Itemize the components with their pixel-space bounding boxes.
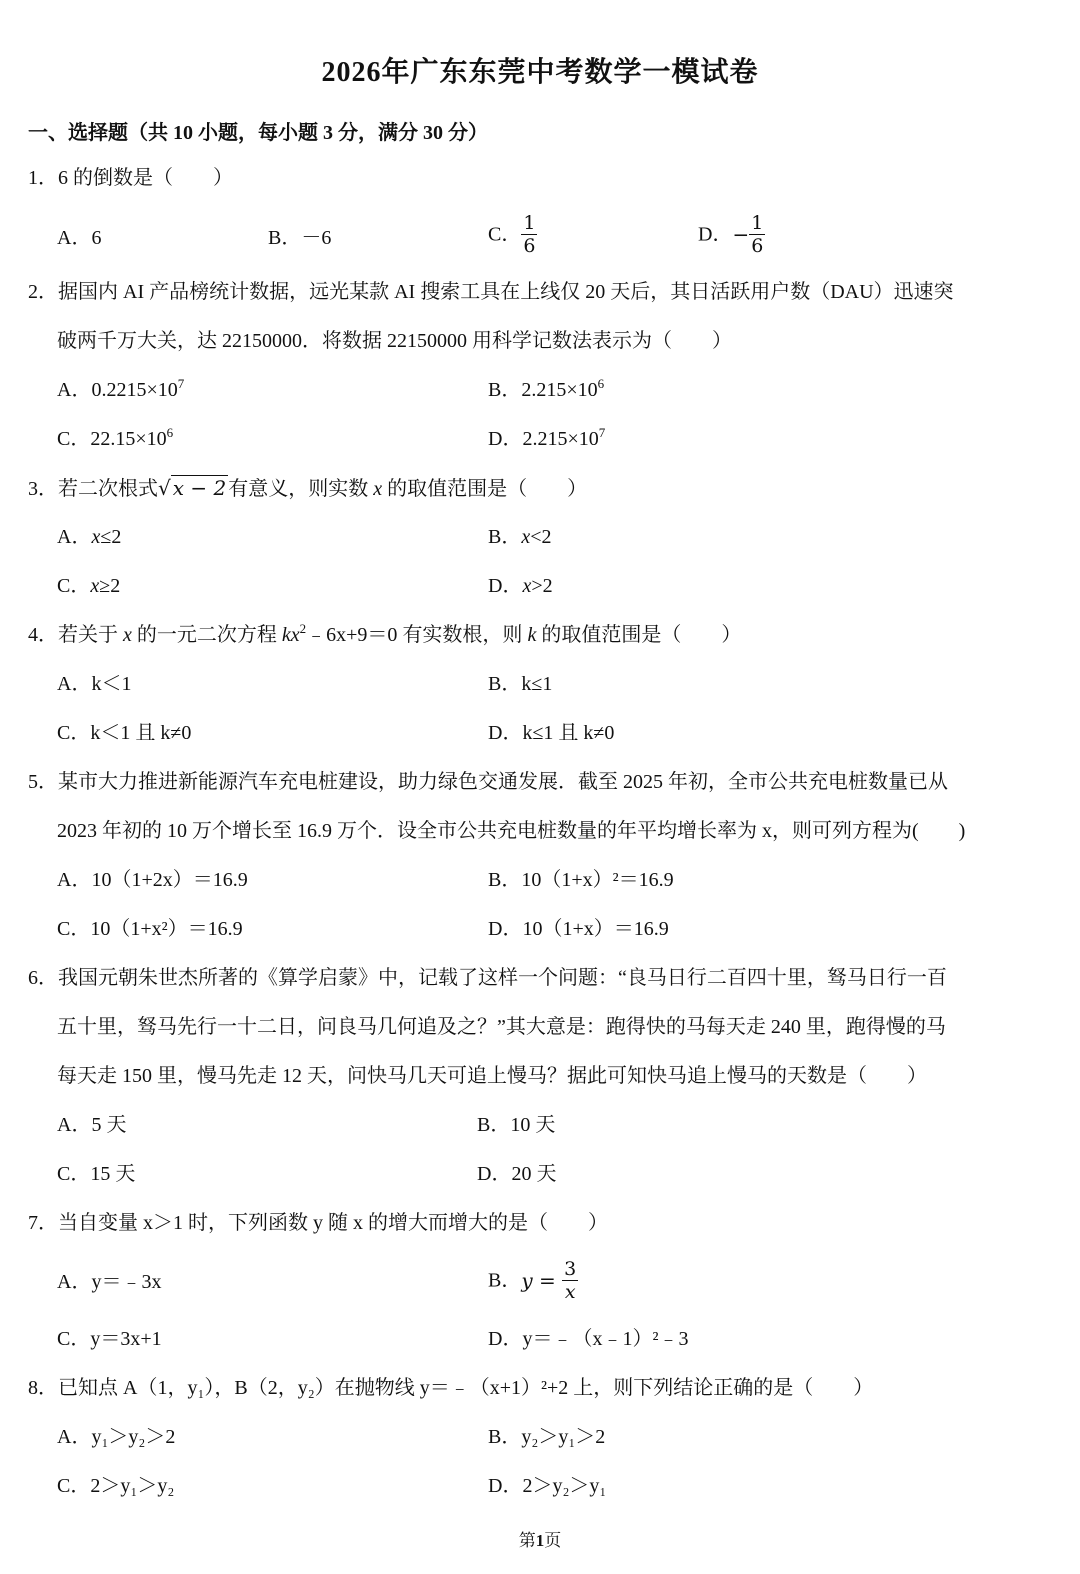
fraction: $\frac{3}{x}$ <box>564 1258 577 1303</box>
q2-option-b: B．$2.215\times 10^6$ <box>488 376 605 401</box>
q7-option-a: A．y＝﹣3x <box>57 1271 162 1293</box>
q3-option-a: A．x≤2 <box>57 526 122 548</box>
q6-option-b: B．10 天 <box>477 1114 556 1136</box>
q5-option-b: B．10（1+x）²＝16.9 <box>488 869 674 891</box>
q4-option-b: B．k≤1 <box>488 673 553 695</box>
section-heading: 一、选择题（共 10 小题，每小题 3 分，满分 30 分） <box>28 122 488 144</box>
q7-option-c: C．y＝3x+1 <box>57 1328 162 1350</box>
q8-option-b: B．y₂＞y₁＞2 <box>488 1426 606 1448</box>
q5-option-c: C．10（1+x²）＝16.9 <box>57 918 243 940</box>
question-6-stem-line1: 6．我国元朝朱世杰所著的《算学启蒙》中，记载了这样一个问题：“良马日行二百四十里，驽马日行一百 <box>28 967 947 989</box>
q1-option-d: D．− $\frac{1}{6}$ <box>698 212 764 257</box>
question-4-stem: 4．若关于 x 的一元二次方程 $kx^2﹣6x+9=0$ 有实数根，则 k 的取值范围是（ ） <box>28 621 742 646</box>
q8-option-a: A．y₁＞y₂＞2 <box>57 1426 176 1448</box>
q3-option-c: C．x≥2 <box>57 575 121 597</box>
q1-option-a: A．6 <box>57 227 102 249</box>
question-2-stem-line1: 2．据国内 AI 产品榜统计数据，远光某款 AI 搜索工具在上线仅 20 天后，其日活跃用户数（DAU）迅速突 <box>28 281 954 303</box>
q6-option-c: C．15 天 <box>57 1163 136 1185</box>
q7-option-b: B．y = $\frac{3}{x}$ <box>488 1258 577 1303</box>
question-6-stem-line3: 每天走 150 里，慢马先走 12 天，问快马几天可追上慢马？据此可知快马追上慢马的天数是（ ） <box>57 1065 927 1087</box>
q8-option-c: C．2＞y₁＞y₂ <box>57 1475 175 1497</box>
q2-option-a: A．$0.2215\times 10^7$ <box>57 376 185 401</box>
question-5-stem-line2: 2023 年初的 10 万个增长至 16.9 万个．设全市公共充电桩数量的年平均增长率为 x，则可列方程为( ) <box>57 820 966 842</box>
fraction: $\frac{1}{6}$ <box>523 212 536 257</box>
q3-option-d: D．x>2 <box>488 575 553 597</box>
q1-option-c: C． $\frac{1}{6}$ <box>488 212 536 257</box>
q4-option-c: C．k＜1 且 k≠0 <box>57 722 192 744</box>
question-7-stem: 7．当自变量 x＞1 时，下列函数 y 随 x 的增大而增大的是（ ） <box>28 1212 608 1234</box>
question-6-stem-line2: 五十里，驽马先行一十二日，问良马几何追及之？”其大意是：跑得快的马每天走 240 里，跑得慢的马 <box>57 1016 946 1038</box>
question-8-stem: 8．已知点 A（1，y₁），B（2，y₂）在抛物线 y＝﹣（x+1）²+2 上，则下列结论正确的是（ ） <box>28 1377 874 1399</box>
fraction: $\frac{1}{6}$ <box>751 212 764 257</box>
page-number: 1 <box>535 1531 545 1550</box>
page-footer: 第1页 <box>518 1531 562 1550</box>
q4-option-d: D．k≤1 且 k≠0 <box>488 722 615 744</box>
exam-title: 2026年广东东莞中考数学一模试卷 <box>321 57 759 88</box>
q1-option-b: B．－6 <box>268 227 332 249</box>
q5-option-d: D．10（1+x）＝16.9 <box>488 918 669 940</box>
question-3-stem: 3．若二次根式√ x − 2 有意义，则实数 x 的取值范围是（ ） <box>28 476 588 500</box>
q4-option-a: A．k＜1 <box>57 673 132 695</box>
q3-option-b: B．x<2 <box>488 526 552 548</box>
q8-option-d: D．2＞y₂＞y₁ <box>488 1475 607 1497</box>
q2-option-c: C．$22.15\times 10^6$ <box>57 425 174 450</box>
question-1-stem: 1．6 的倒数是（ ） <box>28 167 233 189</box>
question-5-stem-line1: 5．某市大力推进新能源汽车充电桩建设，助力绿色交通发展．截至 2025 年初，全市公共充电桩数量已从 <box>28 771 948 793</box>
square-root: √ x − 2 <box>158 476 227 500</box>
q6-option-d: D．20 天 <box>477 1163 557 1185</box>
q7-option-d: D．y＝﹣（x﹣1）²﹣3 <box>488 1328 689 1350</box>
q5-option-a: A．10（1+2x）＝16.9 <box>57 869 248 891</box>
q6-option-a: A．5 天 <box>57 1114 127 1136</box>
q2-option-d: D．$2.215\times 10^7$ <box>488 425 606 450</box>
question-2-stem-line2: 破两千万大关，达 22150000．将数据 22150000 用科学记数法表示为（ ） <box>57 330 732 352</box>
